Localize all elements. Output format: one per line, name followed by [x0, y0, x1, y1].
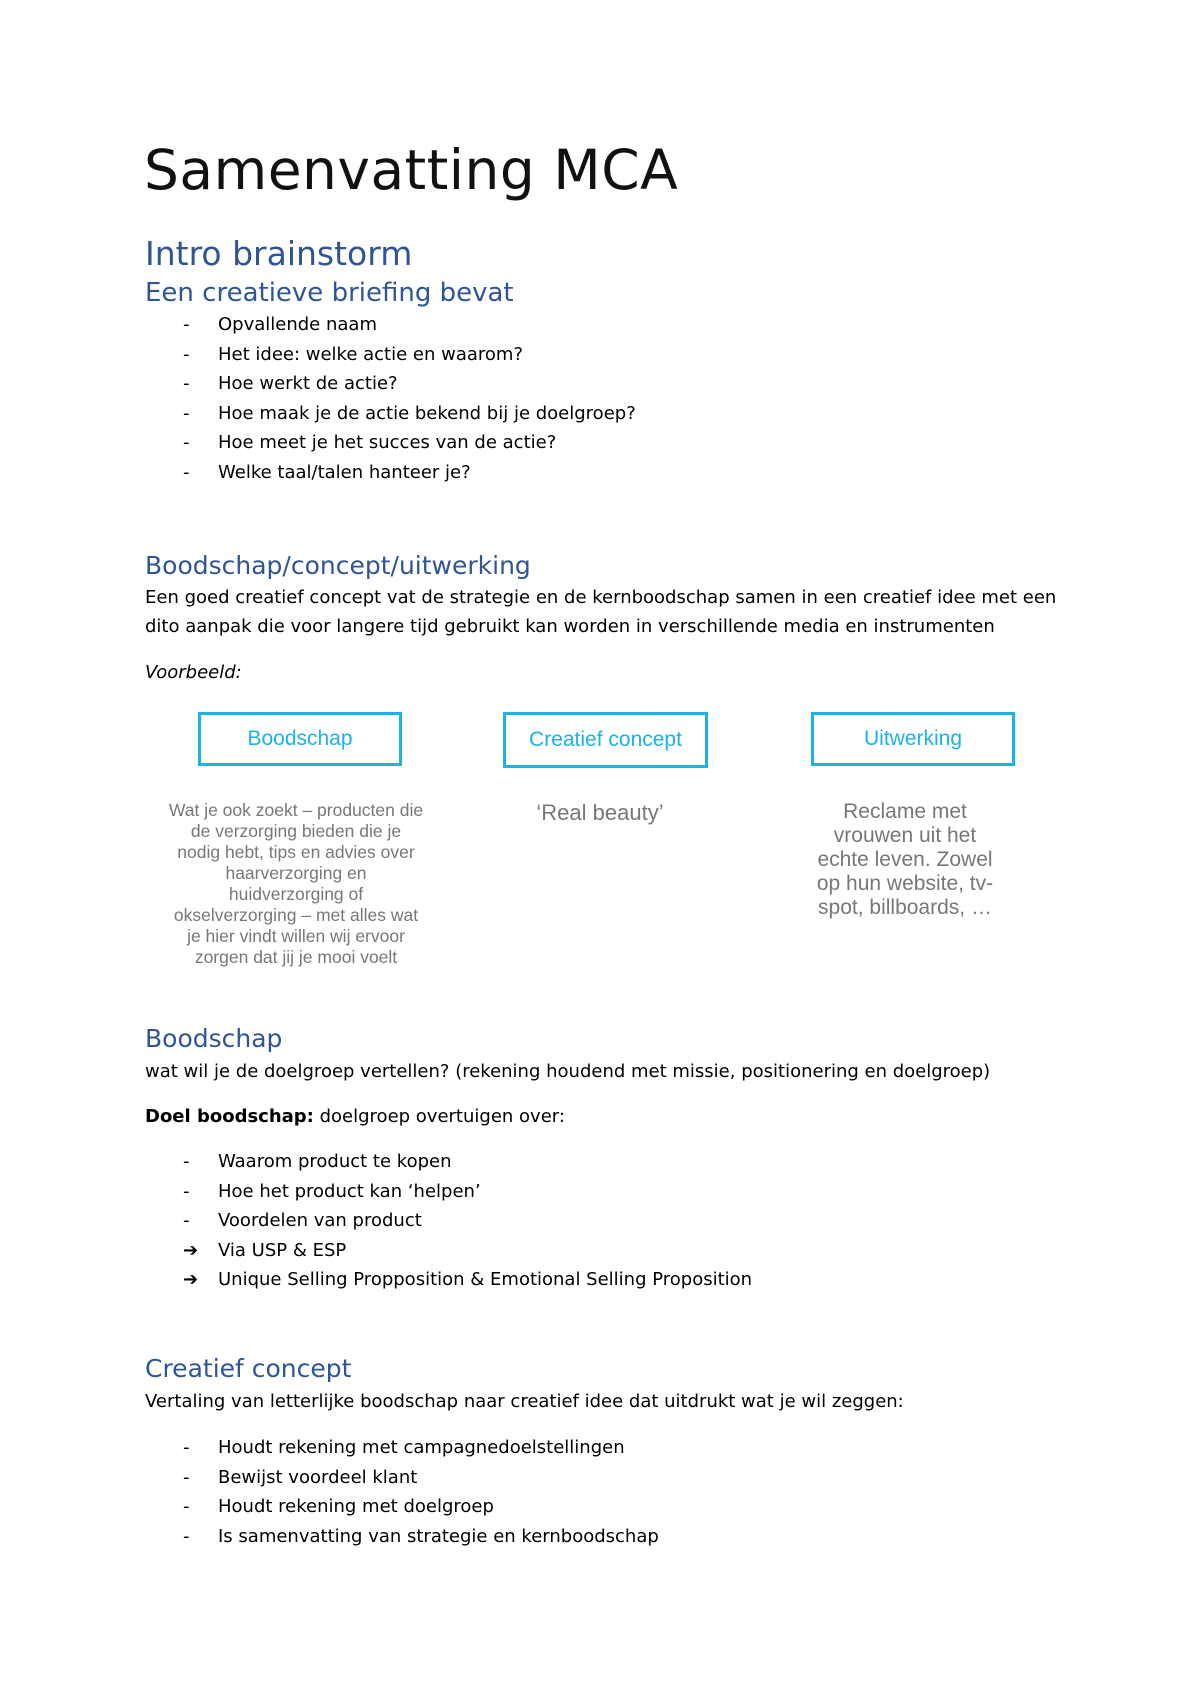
- concept-paragraph-line-2: dito aanpak die voor langere tijd gebruikt kan worden in verschillende media en instrumenten: [145, 616, 995, 637]
- list-item: - Opvallende naam: [183, 314, 377, 335]
- list-item: - Hoe werkt de actie?: [183, 373, 398, 394]
- box-creatief-concept: Creatief concept: [503, 712, 708, 768]
- list-item: - Hoe het product kan ‘helpen’: [183, 1180, 481, 1202]
- creatief-list: [0, 1437, 1100, 1555]
- caption-boodschap: Wat je ook zoekt – producten die de verzorging bieden die je nodig hebt, tips en advies over haarverzorging en huidverzorging of okselverzorging – met alles wat je hier vindt willen wij ervoor zorgen dat jij je mooi voelt: [168, 800, 424, 967]
- boodschap-list: [0, 1151, 1100, 1299]
- list-item: - Voordelen van product: [183, 1210, 422, 1231]
- boodschap-paragraph: wat wil je de doelgroep vertellen? (rekening houdend met missie, positionering en doelgroep): [145, 1061, 991, 1082]
- list-item: - Bewijst voordeel klant: [183, 1466, 418, 1488]
- heading-creatief-concept: Creatief concept: [145, 1354, 352, 1383]
- list-item: - Houdt rekening met campagnedoelstellingen: [183, 1437, 625, 1458]
- list-item: ➔ Unique Selling Propposition & Emotional Selling Proposition: [183, 1269, 753, 1290]
- caption-creatief-concept: ‘Real beauty’: [536, 800, 664, 825]
- list-item: - Het idee: welke actie en waarom?: [183, 343, 523, 365]
- heading-intro-brainstorm: Intro brainstorm: [145, 234, 413, 273]
- list-item: - Houdt rekening met doelgroep: [183, 1496, 494, 1517]
- list-item: - Hoe meet je het succes van de actie?: [183, 432, 557, 453]
- box-uitwerking: Uitwerking: [811, 712, 1015, 766]
- creatief-paragraph: Vertaling van letterlijke boodschap naar creatief idee dat uitdrukt wat je wil zeggen:: [145, 1391, 904, 1412]
- list-item: - Is samenvatting van strategie en kernboodschap: [183, 1525, 659, 1547]
- doel-boodschap-line: Doel boodschap: doelgroep overtuigen over:: [145, 1106, 565, 1127]
- box-boodschap: Boodschap: [198, 712, 402, 766]
- list-item: ➔ Via USP & ESP: [183, 1239, 347, 1261]
- concept-paragraph-line-1: Een goed creatief concept vat de strategie en de kernboodschap samen in een creatief idee met een: [145, 587, 1057, 608]
- heading-boodschap-concept-uitwerking: Boodschap/concept/uitwerking: [145, 551, 531, 580]
- subheading-creatieve-briefing: Een creatieve briefing bevat: [145, 278, 514, 308]
- list-item: - Waarom product te kopen: [183, 1151, 452, 1172]
- list-item: - Hoe maak je de actie bekend bij je doelgroep?: [183, 402, 636, 424]
- heading-boodschap: Boodschap: [145, 1024, 283, 1053]
- example-label: Voorbeeld:: [145, 662, 242, 683]
- list-item: - Welke taal/talen hanteer je?: [183, 461, 471, 483]
- caption-uitwerking: Reclame met vrouwen uit het echte leven. Zowel op hun website, tv- spot, billboards, …: [816, 800, 994, 919]
- briefing-list: [0, 314, 1100, 491]
- document-title: Samenvatting MCA: [144, 138, 679, 202]
